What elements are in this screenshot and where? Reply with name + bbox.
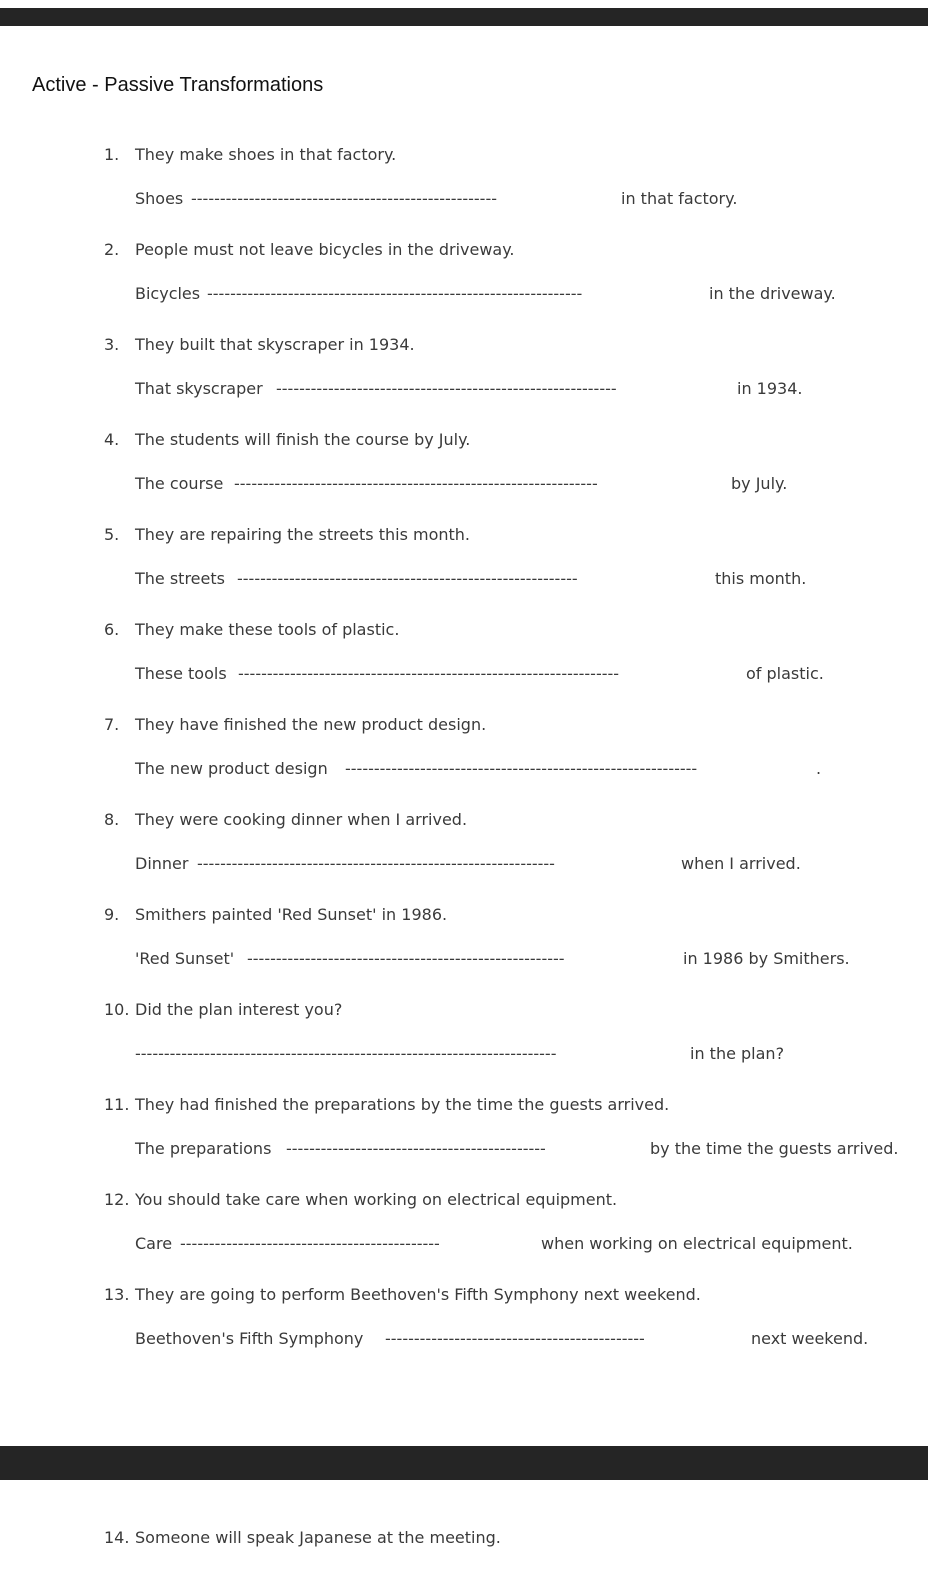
question-number: 12. — [104, 1190, 130, 1209]
passive-suffix: in 1934. — [737, 379, 803, 398]
answer-blank: ------------------------------------------------------- — [247, 949, 565, 968]
answer-blank: ------------------------------------------------------------------ — [238, 664, 620, 683]
active-sentence: Did the plan interest you? — [135, 1000, 343, 1019]
passive-prefix: The preparations — [135, 1139, 272, 1158]
active-sentence: They had finished the preparations by the time the guests arrived. — [135, 1095, 670, 1114]
passive-prefix: The new product design — [135, 759, 328, 778]
passive-suffix: when working on electrical equipment. — [541, 1234, 853, 1253]
active-sentence: They make these tools of plastic. — [135, 620, 400, 639]
page-title: Active - Passive Transformations — [32, 74, 324, 96]
active-sentence: The students will finish the course by July. — [135, 430, 471, 449]
passive-suffix: next weekend. — [751, 1329, 869, 1348]
active-sentence: Someone will speak Japanese at the meeting. — [135, 1528, 501, 1547]
active-sentence: They are going to perform Beethoven's Fifth Symphony next weekend. — [135, 1285, 701, 1304]
answer-blank: --------------------------------------------- — [286, 1139, 546, 1158]
active-sentence: They are repairing the streets this month. — [135, 525, 471, 544]
top-dark-bar — [0, 8, 928, 26]
answer-blank: --------------------------------------------- — [180, 1234, 440, 1253]
passive-prefix: Dinner — [135, 854, 189, 873]
question-number: 9. — [104, 905, 120, 924]
active-sentence: People must not leave bicycles in the driveway. — [135, 240, 515, 259]
passive-prefix: Beethoven's Fifth Symphony — [135, 1329, 364, 1348]
active-sentence: They make shoes in that factory. — [135, 145, 397, 164]
answer-blank: --------------------------------------------- — [385, 1329, 645, 1348]
question-number: 8. — [104, 810, 120, 829]
question-number: 3. — [104, 335, 120, 354]
answer-blank: ------------------------------------------------------------------------- — [135, 1044, 557, 1063]
question-number: 10. — [104, 1000, 130, 1019]
answer-blank: ----------------------------------------------------- — [191, 189, 497, 208]
passive-suffix: in 1986 by Smithers. — [683, 949, 850, 968]
question-number: 13. — [104, 1285, 130, 1304]
passive-suffix: . — [816, 759, 822, 778]
active-sentence: They were cooking dinner when I arrived. — [135, 810, 468, 829]
passive-prefix: The streets — [135, 569, 225, 588]
question-number: 1. — [104, 145, 120, 164]
active-sentence: Smithers painted 'Red Sunset' in 1986. — [135, 905, 448, 924]
answer-blank: ------------------------------------------------------------- — [345, 759, 698, 778]
passive-prefix: 'Red Sunset' — [135, 949, 235, 968]
passive-suffix: in the driveway. — [709, 284, 836, 303]
question-number: 7. — [104, 715, 120, 734]
question-number: 14. — [104, 1528, 130, 1547]
passive-suffix: by the time the guests arrived. — [650, 1139, 899, 1158]
page-break-bar — [0, 1446, 928, 1480]
passive-suffix: in the plan? — [690, 1044, 785, 1063]
active-sentence: You should take care when working on electrical equipment. — [135, 1190, 618, 1209]
question-number: 2. — [104, 240, 120, 259]
passive-prefix: Bicycles — [135, 284, 201, 303]
passive-prefix: These tools — [135, 664, 227, 683]
active-sentence: They have finished the new product design. — [135, 715, 487, 734]
passive-suffix: in that factory. — [621, 189, 738, 208]
active-sentence: They built that skyscraper in 1934. — [135, 335, 415, 354]
question-number: 5. — [104, 525, 120, 544]
passive-prefix: Shoes — [135, 189, 184, 208]
answer-blank: ----------------------------------------------------------- — [276, 379, 617, 398]
answer-blank: --------------------------------------------------------------- — [234, 474, 598, 493]
passive-suffix: this month. — [715, 569, 807, 588]
passive-suffix: by July. — [731, 474, 788, 493]
answer-blank: ----------------------------------------------------------- — [237, 569, 578, 588]
passive-prefix: That skyscraper — [135, 379, 263, 398]
answer-blank: -------------------------------------------------------------- — [197, 854, 555, 873]
passive-prefix: The course — [135, 474, 224, 493]
answer-blank: ----------------------------------------------------------------- — [207, 284, 583, 303]
question-number: 6. — [104, 620, 120, 639]
question-number: 11. — [104, 1095, 130, 1114]
passive-suffix: when I arrived. — [681, 854, 801, 873]
passive-prefix: Care — [135, 1234, 173, 1253]
question-number: 4. — [104, 430, 120, 449]
passive-suffix: of plastic. — [746, 664, 824, 683]
